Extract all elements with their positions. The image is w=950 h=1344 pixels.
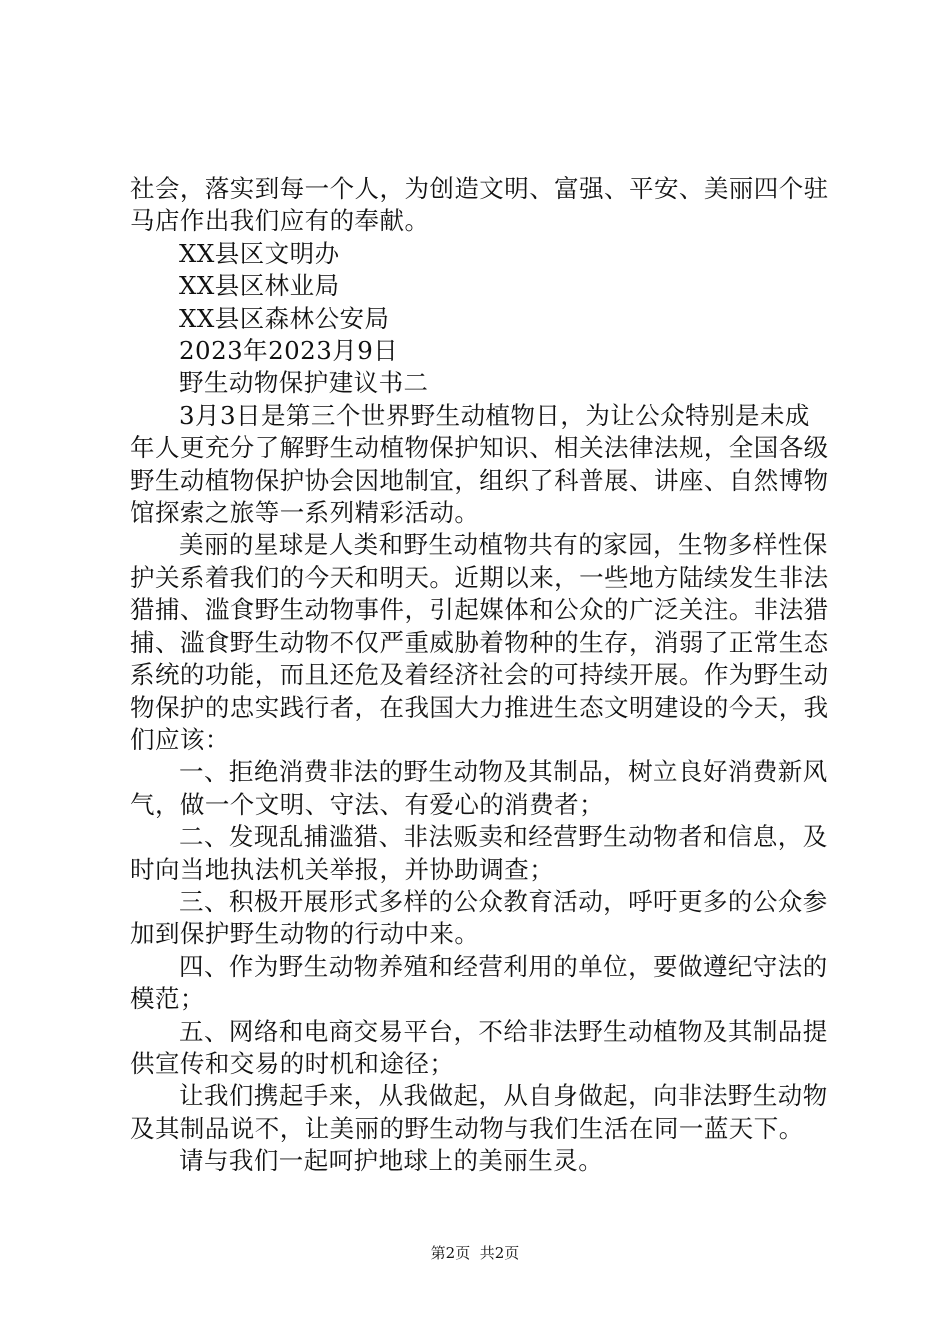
paragraph: 美丽的星球是人类和野生动植物共有的家园，生物多样性保护关系着我们的今天和明天。近期以来，一些地方陆续发生非法猎捕、滥食野生动物事件，引起媒体和公众的广泛关注。非法猎捕、滥食野生动物不仅严重威胁着物种的生存，消弱了正常生态系统的功能，而且还危及着经济社会的可持续开展。作为野生动物保护的忠实践行者，在我国大力推进生态文明建设的今天，我们应该： [130,530,829,754]
signature-date: 2023年2023月9日 [179,336,399,366]
page-number: 第2页 [430,1244,471,1262]
page-footer [0,1243,950,1263]
list-item: 二、发现乱捕滥猎、非法贩卖和经营野生动物者和信息，及时向当地执法机关举报，并协助调查； [130,822,828,884]
paragraph: 社会，落实到每一个人，为创造文明、富强、平安、美丽四个驻马店作出我们应有的奉献。 [130,174,829,236]
signature-org-3: XX县区森林公安局 [179,303,390,333]
paragraph: 3月3日是第三个世界野生动植物日，为让公众特别是未成年人更充分了解野生动植物保护知识、相关法律法规，全国各级野生动植物保护协会因地制宜，组织了科普展、讲座、自然博物馆探索之旅等一系列精彩活动。 [130,400,829,528]
list-item: 三、积极开展形式多样的公众教育活动，呼吁更多的公众参加到保护野生动物的行动中来。 [130,886,828,949]
signature-org-2: XX县区林业局 [179,271,340,301]
paragraph: 请与我们一起呵护地球上的美丽生灵。 [179,1146,604,1176]
section-title: 野生动物保护建议书二 [179,368,429,398]
list-item: 四、作为野生动物养殖和经营利用的单位，要做遵纪守法的模范； [130,951,828,1014]
page-total: 共2页 [479,1244,520,1262]
paragraph: 让我们携起手来，从我做起，从自身做起，向非法野生动物及其制品说不，让美丽的野生动物与我们生活在同一蓝天下。 [130,1081,828,1143]
signature-org-1: XX县区文明办 [179,238,340,268]
list-item: 一、拒绝消费非法的野生动物及其制品，树立良好消费新风气，做一个文明、守法、有爱心的消费者； [130,757,828,819]
list-item: 五、网络和电商交易平台，不给非法野生动植物及其制品提供宣传和交易的时机和途径； [130,1016,828,1078]
document-body [130,173,830,1178]
